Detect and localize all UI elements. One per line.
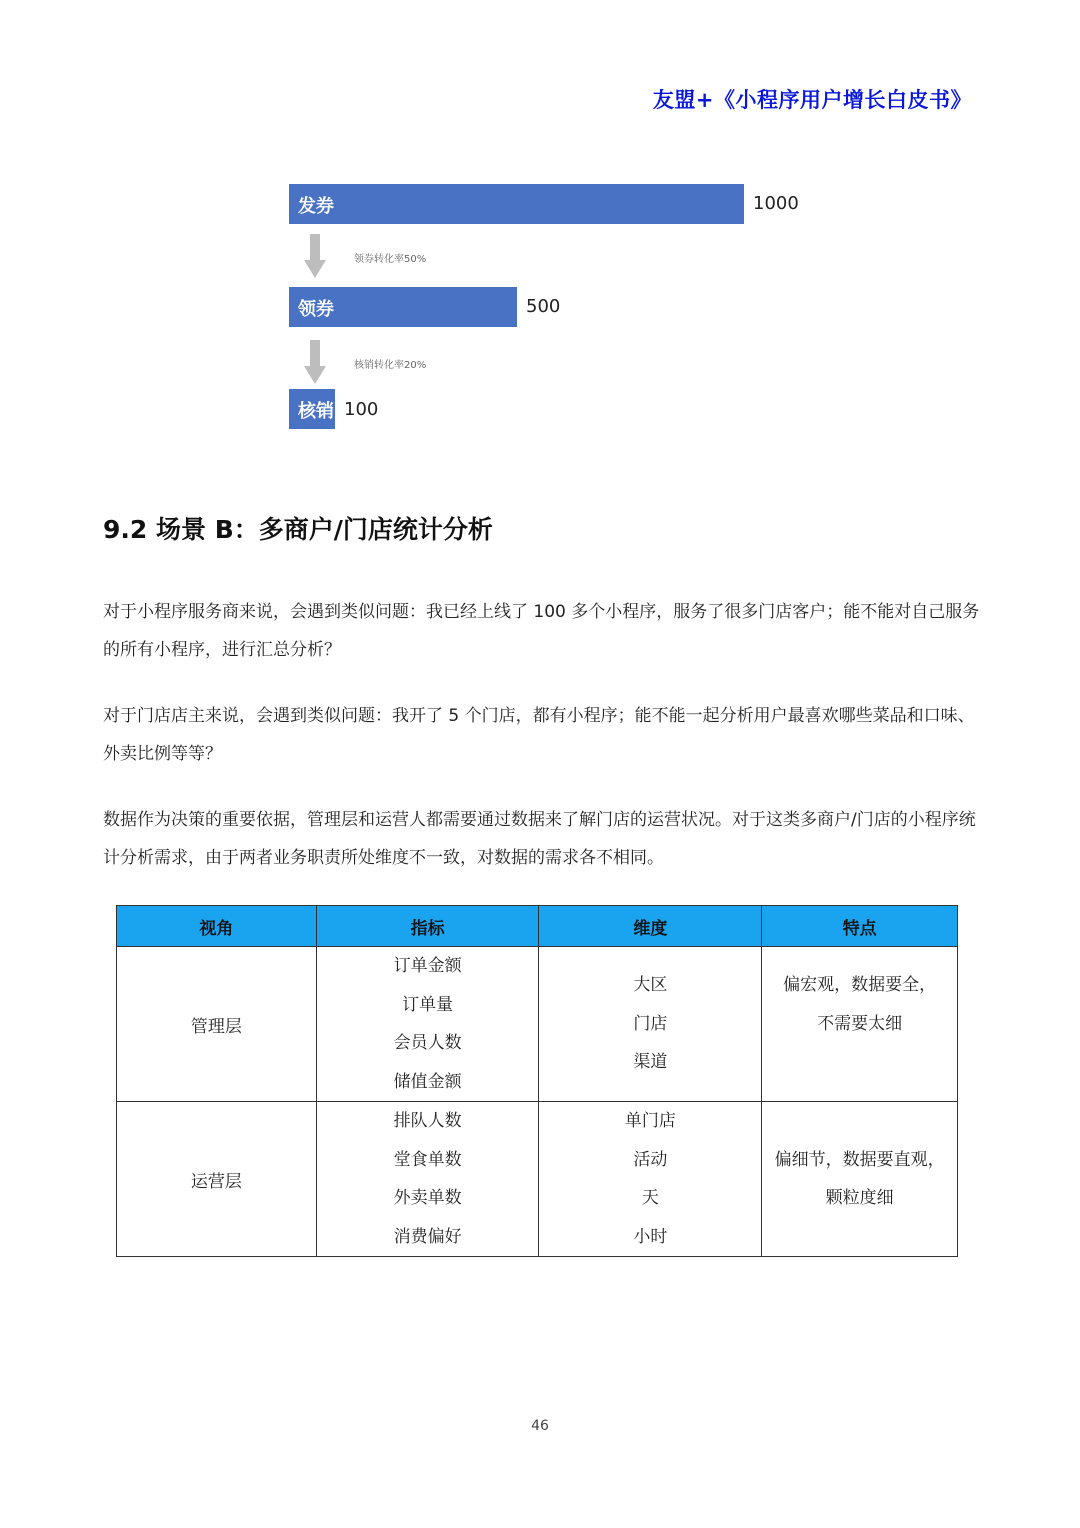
paragraph: 数据作为决策的重要依据，管理层和运营人都需要通过数据来了解门店的运营状况。对于这类多商户/门店的小程序统计分析需求，由于两者业务职责所处维度不一致，对数据的需求各不相同。 — [103, 810, 976, 868]
conversion-rate-label: 领券转化率50% — [354, 254, 427, 265]
feature-item: 不需要太细 — [817, 1013, 903, 1034]
table-row — [117, 947, 958, 1102]
down-arrow-icon — [304, 234, 326, 278]
features-cell — [762, 1102, 958, 1257]
bar-label: 发券 — [298, 196, 334, 217]
perspective-cell: 管理层 — [117, 947, 317, 1102]
column-header: 特点 — [762, 906, 958, 947]
metric-item: 订单金额 — [393, 956, 462, 976]
metrics-cell — [316, 947, 539, 1102]
conversion-rate-label: 核销转化率20% — [354, 360, 427, 371]
bar-claim — [289, 287, 517, 327]
metric-item: 储值金额 — [393, 1071, 462, 1092]
dimension-item: 大区 — [633, 975, 668, 996]
feature-item: 偏宏观，数据要全， — [783, 975, 937, 995]
bar-redeem — [289, 389, 335, 429]
feature-item: 偏细节，数据要直观， — [774, 1149, 945, 1170]
bar-value: 500 — [526, 296, 561, 317]
paragraph: 对于门店店主来说，会遇到类似问题：我开了 5 个门店，都有小程序；能不能一起分析用户最喜欢哪些菜品和口味、外卖比例等等？ — [103, 706, 975, 764]
bar-value: 1000 — [753, 193, 799, 214]
dimension-item: 活动 — [633, 1149, 668, 1170]
dimension-item: 天 — [641, 1188, 659, 1208]
dimensions-cell — [539, 1102, 762, 1257]
perspective-cell: 运营层 — [117, 1102, 317, 1257]
dimensions-cell — [539, 947, 762, 1102]
down-arrow-icon — [304, 340, 326, 384]
metrics-cell — [316, 1102, 539, 1257]
bar-label: 领券 — [298, 299, 334, 320]
table-header-row — [117, 906, 958, 947]
table-row — [117, 1102, 958, 1257]
metric-item: 外卖单数 — [393, 1188, 462, 1208]
section-title: 9.2 场景 B：多商户/门店统计分析 — [103, 515, 493, 544]
bar-label: 核销 — [298, 401, 334, 422]
dimension-item: 小时 — [633, 1226, 668, 1247]
metric-item: 会员人数 — [393, 1033, 462, 1053]
column-header: 视角 — [117, 906, 317, 947]
metric-item: 消费偏好 — [393, 1226, 462, 1247]
dimension-item: 门店 — [633, 1013, 668, 1034]
metric-item: 排队人数 — [393, 1111, 462, 1131]
metric-item: 堂食单数 — [393, 1149, 462, 1170]
comparison-table — [116, 905, 958, 1257]
feature-item: 颗粒度细 — [825, 1188, 894, 1208]
column-header: 维度 — [539, 906, 762, 947]
column-header: 指标 — [316, 906, 539, 947]
dimension-item: 单门店 — [624, 1111, 676, 1131]
paragraph: 对于小程序服务商来说，会遇到类似问题：我已经上线了 100 多个小程序，服务了很多门店客户；能不能对自己服务的所有小程序，进行汇总分析？ — [103, 602, 980, 660]
header-title: 友盟+《小程序用户增长白皮书》 — [652, 88, 972, 112]
bar-value: 100 — [344, 399, 379, 420]
page-number: 46 — [531, 1418, 549, 1434]
metric-item: 订单量 — [402, 994, 454, 1015]
dimension-item: 渠道 — [633, 1052, 668, 1073]
features-cell — [762, 947, 958, 1102]
bar-issue — [289, 184, 744, 224]
